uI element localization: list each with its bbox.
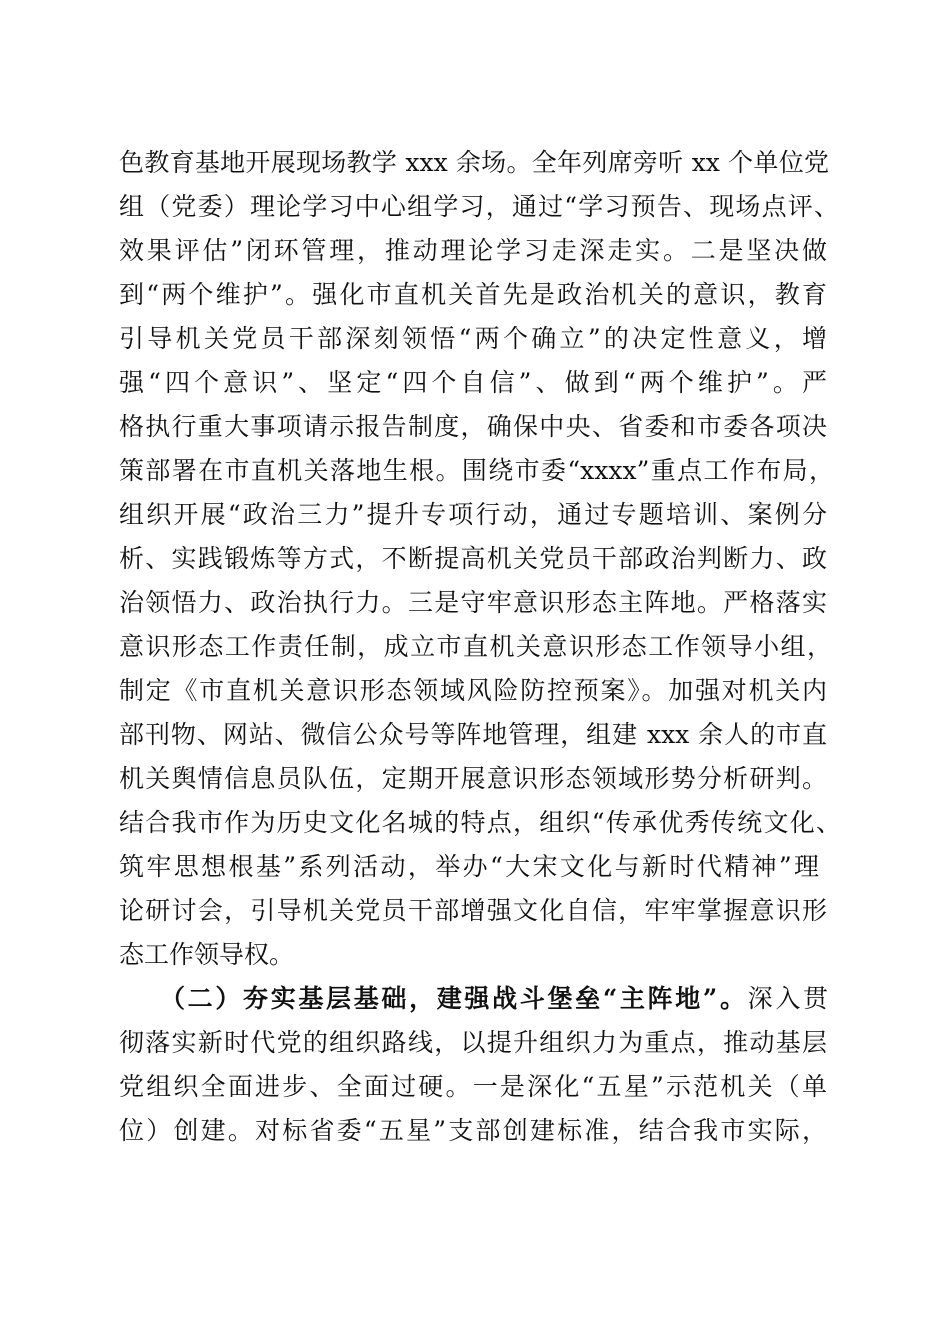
line-text: 部刊物、网站、微信公众号等阵地管理，组建 xxx 余人的市直 (119, 720, 827, 749)
line-text: 析、实践锻炼等方式，不断提高机关党员干部政治判断力、政 (119, 544, 827, 573)
line-text: 策部署在市直机关落地生根。围绕市委“xxxx”重点工作布局， (119, 456, 834, 485)
line-text: 色教育基地开展现场教学 xxx 余场。全年列席旁听 xx 个单位党 (119, 148, 829, 177)
line-text: 组（党委）理论学习中心组学习，通过“学习预告、现场点评、 (119, 192, 839, 221)
line-text: 筑牢思想根基”系列活动，举办“大宋文化与新时代精神”理 (119, 852, 819, 881)
line-text: 党组织全面进步、全面过硬。一是深化“五星”示范机关（单 (119, 1072, 827, 1101)
line-text: 效果评估”闭环管理，推动理论学习走深走实。二是坚决做 (119, 236, 827, 265)
line-text: 治领悟力、政治执行力。三是守牢意识形态主阵地。严格落实 (119, 588, 827, 617)
line-text: 结合我市作为历史文化名城的特点，组织“传承优秀传统文化、 (119, 808, 841, 837)
line-text: 意识形态工作责任制，成立市直机关意识形态工作领导小组， (119, 632, 832, 661)
line-text: 格执行重大事项请示报告制度，确保中央、省委和市委各项决 (119, 412, 827, 441)
section-2-line-1 (160, 977, 828, 1021)
line-text: 制定《市直机关意识形态领域风险防控预案》。加强对机关内 (119, 676, 827, 705)
line-text: 引导机关党员干部深刻领悟“两个确立”的决定性意义，增 (119, 324, 827, 353)
line-text: 论研讨会，引导机关党员干部增强文化自信，牢牢掌握意识形 (119, 896, 827, 925)
line-text: 位）创建。对标省委“五星”支部创建标准，结合我市实际， (119, 1116, 827, 1145)
line-text: 强“四个意识”、坚定“四个自信”、做到“两个维护”。严 (119, 368, 827, 397)
line-text: 彻落实新时代党的组织路线，以提升组织力为重点，推动基层 (119, 1028, 827, 1057)
line-text: 组织开展“政治三力”提升专项行动，通过专题培训、案例分 (119, 500, 827, 529)
line-text: 机关舆情信息员队伍，定期开展意识形态领域形势分析研判。 (119, 764, 827, 793)
section-2-heading: （二）夯实基层基础，建强战斗堡垒“主阵地”。 (160, 984, 748, 1013)
line-text: 态工作领导权。 (119, 940, 295, 969)
line-text: 到“两个维护”。强化市直机关首先是政治机关的意识，教育 (119, 280, 827, 309)
section-2-first-rest: 深入贯 (747, 984, 828, 1013)
